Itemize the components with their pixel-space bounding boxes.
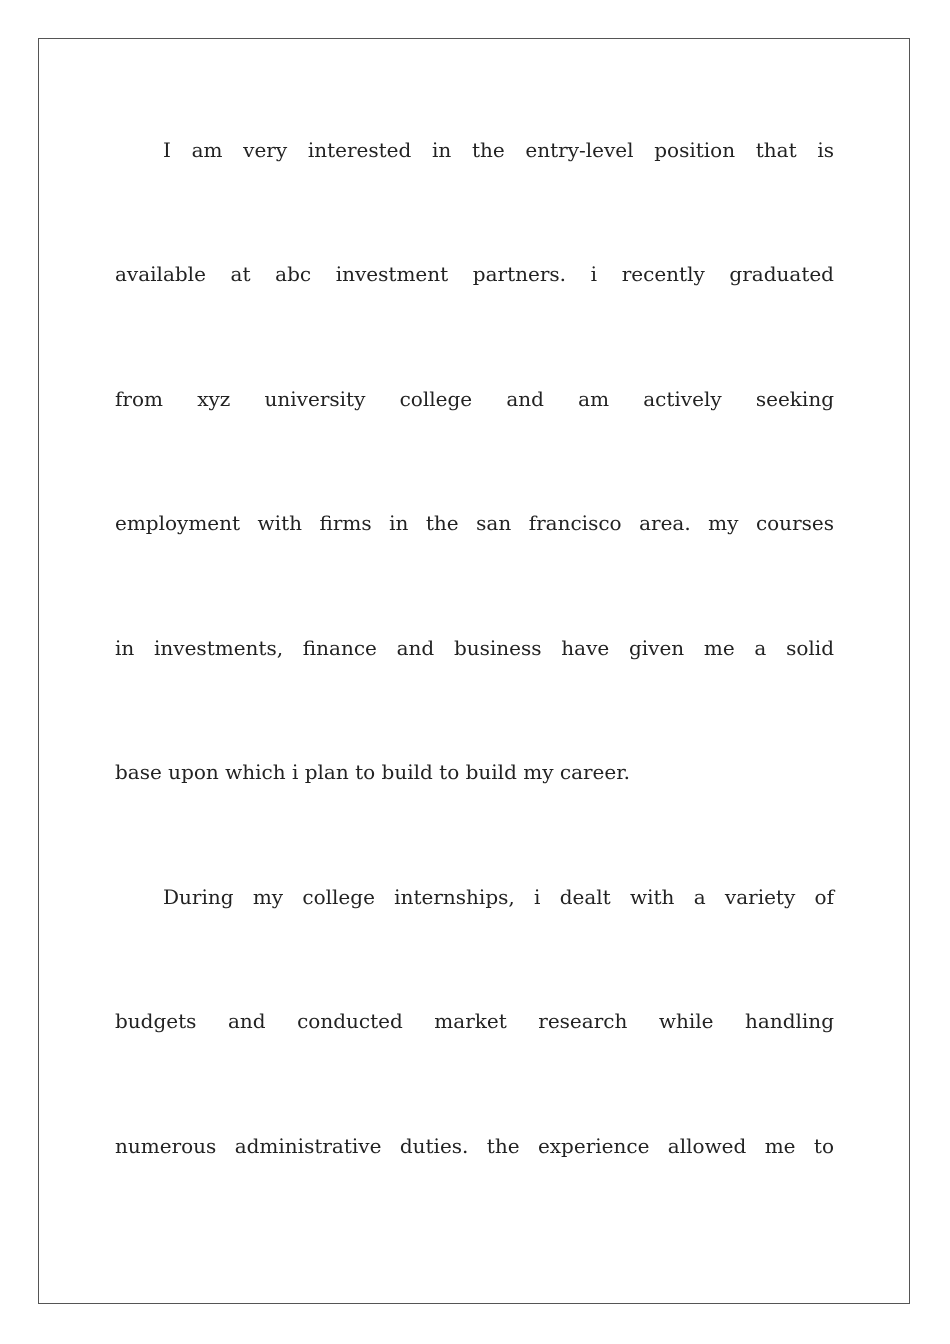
paragraph-1-line-5: in investments, finance and business have given me a solid <box>115 636 834 660</box>
page-border <box>38 38 910 1304</box>
paragraph-1-line-1: I am very interested in the entry-level position that is <box>163 138 834 162</box>
paragraph-2-line-2: budgets and conducted market research while handling <box>115 1009 834 1033</box>
paragraph-1-line-4: employment with firms in the san francisco area. my courses <box>115 511 834 535</box>
paragraph-1-line-2: available at abc investment partners. i recently graduated <box>115 262 834 286</box>
paragraph-1-line-3: from xyz university college and am actively seeking <box>115 387 834 411</box>
paragraph-1-line-6: base upon which i plan to build to build my career. <box>115 760 630 784</box>
paragraph-2-line-3: numerous administrative duties. the experience allowed me to <box>115 1134 834 1158</box>
paragraph-2-line-1: During my college internships, i dealt with a variety of <box>163 885 834 909</box>
